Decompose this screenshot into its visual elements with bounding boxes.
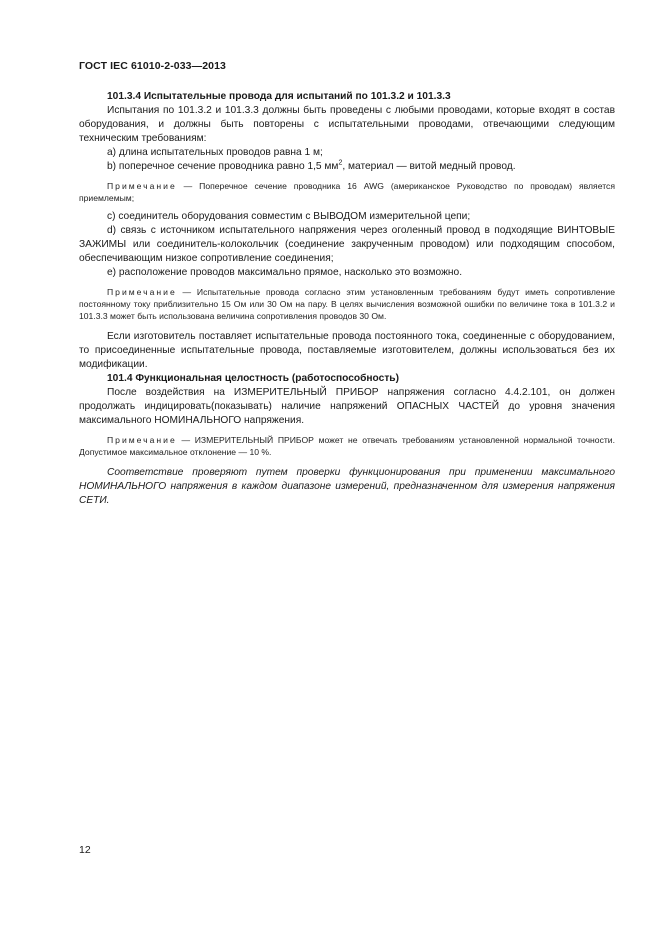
list-item-e: e) расположение проводов максимально прямое, насколько это возможно. — [107, 267, 463, 278]
list-item-b — [79, 160, 615, 174]
list-item-d: d) связь с источником испытательного напряжения через оголенный провод в подходящие ВИНТОВЫЕ ЗАЖИМЫ или соединитель-колокольчик (соединение закрученным проводом) или подходящим способом, обеспечивающим низкое сопротивление соединения; — [79, 225, 615, 264]
note-text: — ИЗМЕРИТЕЛЬНЫЙ ПРИБОР может не отвечать требованиям установленной нормальной точности. Допустимое максимальное отклонение — 10 %. — [79, 435, 615, 457]
note-text: — Поперечное сечение проводника 16 AWG (американское Руководство по проводам) является приемлемым; — [79, 181, 615, 203]
note-label: Примечание — [107, 181, 177, 191]
paragraph-functional-integrity: После воздействия на ИЗМЕРИТЕЛЬНЫЙ ПРИБОР напряжения согласно 4.4.2.101, он должен продолжать индицировать(показывать) наличие напряжений ОПАСНЫХ ЧАСТЕЙ до уровня значения максимального НОМИНАЛЬНОГО напряжения. — [79, 387, 615, 426]
page-number: 12 — [79, 844, 91, 856]
paragraph-manufacturer: Если изготовитель поставляет испытательные провода постоянного тока, соединенные с оборудованием, то присоединенные испытательные провода, поставляемые изготовителем, должны использоваться без их модификации. — [79, 331, 615, 370]
list-item-b-text: b) поперечное сечение проводника равно 1,5 мм — [107, 161, 339, 172]
list-item-a: a) длина испытательных проводов равна 1 м; — [107, 147, 323, 158]
note-3 — [79, 434, 615, 458]
section-heading-101-3-4: 101.3.4 Испытательные провода для испытаний по 101.3.2 и 101.3.3 — [107, 91, 451, 102]
note-label: Примечание — [107, 287, 177, 297]
section-heading-101-4: 101.4 Функциональная целостность (работоспособность) — [107, 373, 399, 384]
superscript-2: 2 — [338, 159, 343, 167]
list-item-b-text-end: , материал — витой медный провод. — [342, 161, 516, 172]
list-item-c: c) соединитель оборудования совместим с ВЫВОДОМ измерительной цепи; — [107, 211, 471, 222]
note-text: — Испытательные провода согласно этим установленным требованиям будут иметь сопротивление постоянному току приблизительно 15 Ом или 30 Ом на пару. В целях вычисления возможной ошибки по величине тока в 101.3.2 и 101.3.3 может быть использована величина сопротивления проводов 30 Ом. — [79, 287, 615, 321]
document-header: ГОСТ IEC 61010-2-033—2013 — [79, 60, 226, 72]
note-2 — [79, 286, 615, 322]
note-label: Примечание — [107, 435, 177, 445]
paragraph-compliance: Соответствие проверяют путем проверки функционирования при применении максимального НОМИНАЛЬНОГО напряжения в каждом диапазоне измерений, предназначенном для измерения напряжения СЕТИ. — [79, 467, 615, 506]
document-body — [79, 90, 615, 508]
note-1 — [79, 180, 615, 204]
paragraph-intro: Испытания по 101.3.2 и 101.3.3 должны быть проведены с любыми проводами, которые входят в состав оборудования, и должны быть повторены с испытательными проводами, отвечающими следующим техническим требованиям: — [79, 105, 615, 144]
